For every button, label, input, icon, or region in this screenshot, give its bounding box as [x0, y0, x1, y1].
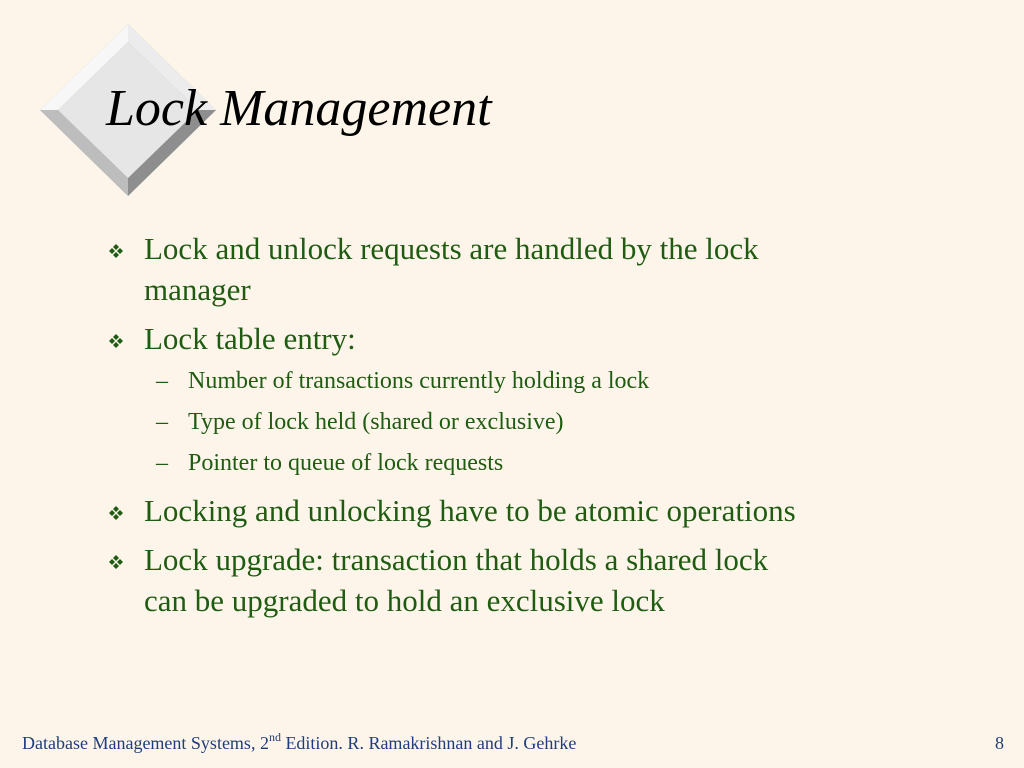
- bullet-item: [104, 539, 964, 621]
- diamond-bullet-icon: [106, 318, 126, 359]
- bullet-text: Lock upgrade: transaction that holds a shared lock: [144, 542, 769, 577]
- footer-superscript: nd: [268, 730, 281, 744]
- footer-citation-rest: Edition. R. Ramakrishnan and J. Gehrke: [280, 733, 577, 753]
- footer-citation: Database Management Systems, 2: [22, 733, 269, 753]
- diamond-bullet-icon: [106, 539, 126, 580]
- sub-bullet-text: Pointer to queue of lock requests: [188, 450, 504, 476]
- page-number: 8: [995, 733, 1004, 753]
- bullet-text: Locking and unlocking have to be atomic operations: [144, 493, 796, 528]
- slide-footer: [22, 731, 576, 755]
- diamond-bullet-icon: [106, 490, 126, 531]
- sub-bullet-text: Number of transactions currently holding a lock: [188, 368, 650, 394]
- dash-marker: –: [156, 368, 168, 394]
- dash-marker: –: [156, 450, 168, 476]
- bullet-item: [104, 490, 964, 531]
- sub-bullet-item: [104, 406, 964, 439]
- sub-bullet-list: [104, 365, 964, 480]
- bullet-text-continuation: manager: [144, 272, 251, 307]
- bullet-item: [104, 228, 964, 310]
- slide-title: Lock Management: [106, 80, 492, 137]
- diamond-bullet-icon: [106, 228, 126, 269]
- sub-bullet-text: Type of lock held (shared or exclusive): [188, 409, 564, 435]
- bullet-text: Lock table entry:: [144, 321, 356, 356]
- dash-marker: –: [156, 409, 168, 435]
- slide-body: [104, 228, 964, 629]
- bullet-text: Lock and unlock requests are handled by the lock: [144, 231, 759, 266]
- sub-bullet-item: [104, 365, 964, 398]
- bullet-item: [104, 318, 964, 359]
- sub-bullet-item: [104, 447, 964, 480]
- bullet-text-continuation: can be upgraded to hold an exclusive lock: [144, 583, 665, 618]
